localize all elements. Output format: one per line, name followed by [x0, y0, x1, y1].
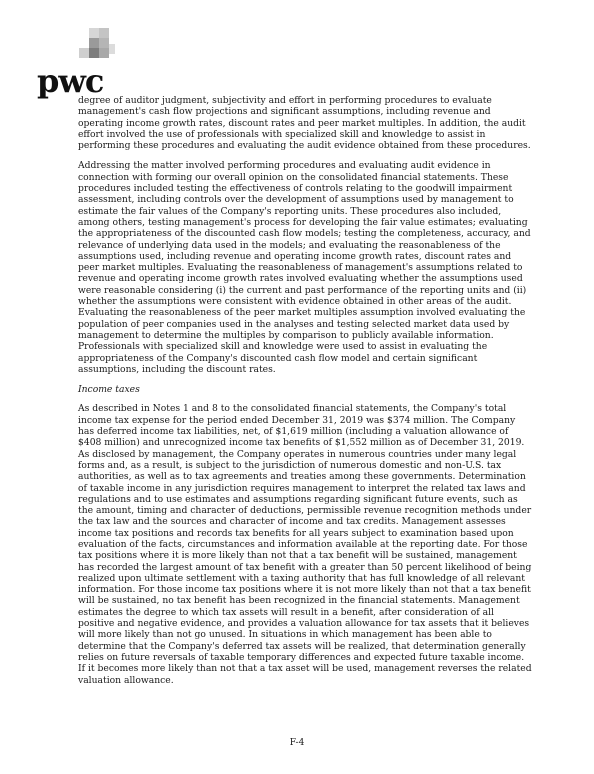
paragraph-income-taxes: As described in Notes 1 and 8 to the consolidated financial statements, the Company's total income tax expense for the period ended December 31, 2019 was $374 million. The Company has deferred income tax liabilities, net, of $1,619 million (including a valuation allowance of $408 million) and unrecognized income tax benefits of $1,552 million as of December 31, 2019. As disclosed by management, the Company operates in numerous countries under many legal forms and, as a result, is subject to the jurisdiction of numerous domestic and non-U.S. tax authorities, as well as to tax agreements and treaties among these governments. Determination of taxable income in any jurisdiction requires management to interpret the related tax laws and regulations and to use estimates and assumptions regarding significant future events, such as the amount, timing and character of deductions, permissible revenue recognition methods under the tax law and the sources and character of income and tax credits. Management assesses income tax positions and records tax benefits for all years subject to examination based upon evaluation of the facts, circumstances and information available at the reporting date. For those tax positions where it is more likely than not that a tax benefit will be sustained, management has recorded the largest amount of tax benefit with a greater than 50 percent likelihood of being realized upon ultimate settlement with a taxing authority that has full knowledge of all relevant information. For those income tax positions where it is not more likely than not that a tax benefit will be sustained, no tax benefit has been recognized in the financial statements. Management estimates the degree to which tax assets will result in a benefit, after consideration of all positive and negative evidence, and provides a valuation allowance for tax assets that it believes will more likely than not go unused. In situations in which management has been able to determine that the Company's deferred tax assets will be realized, that determination generally relies on future reversals of taxable temporary differences and expected future taxable income. If it becomes more likely than not that a tax asset will be used, management reverses the related valuation allowance.: [78, 403, 532, 686]
paragraph-goodwill-judgment: degree of auditor judgment, subjectivity and effort in performing procedures to evaluate management's cash flow projections and significant assumptions, including revenue and operating income growth rates, discount rates and peer market multiples. In addition, the audit effort involved the use of professionals with specialized skill and knowledge to assist in performing these procedures and evaluating the audit evidence obtained from these procedures.: [78, 95, 531, 152]
document-body: [78, 95, 533, 695]
pwc-logo: [37, 28, 117, 98]
section-heading-income-taxes: Income taxes: [78, 384, 140, 396]
paragraph-goodwill-procedures: Addressing the matter involved performing procedures and evaluating audit evidence in connection with forming our overall opinion on the consolidated financial statements. These procedures included testing the effectiveness of controls relating to the goodwill impairment assessment, including controls over the development of assumptions used by management to estimate the fair values of the Company's reporting units. These procedures also included, among others, testing management's process for developing the fair value estimates; evaluating the appropriateness of the discounted cash flow models; testing the completeness, accuracy, and relevance of underlying data used in the models; and evaluating the reasonableness of the assumptions used, including revenue and operating income growth rates, discount rates and peer market multiples. Evaluating the reasonableness of management's assumptions related to revenue and operating income growth rates involved evaluating whether the assumptions used were reasonable considering (i) the current and past performance of the reporting units and (ii) whether the assumptions were consistent with evidence obtained in other areas of the audit. Evaluating the reasonableness of the peer market multiples assumption involved evaluating the population of peer companies used in the analyses and testing selected market data used by management to determine the multiples by comparison to publicly available information. Professionals with specialized skill and knowledge were used to assist in evaluating the appropriateness of the Company's discounted cash flow model and certain significant assumptions, including the discount rates.: [78, 160, 531, 375]
page-number: F-4: [289, 738, 305, 748]
logo-blocks-graphic: [75, 28, 115, 64]
logo-wordmark: pwc: [37, 62, 104, 100]
